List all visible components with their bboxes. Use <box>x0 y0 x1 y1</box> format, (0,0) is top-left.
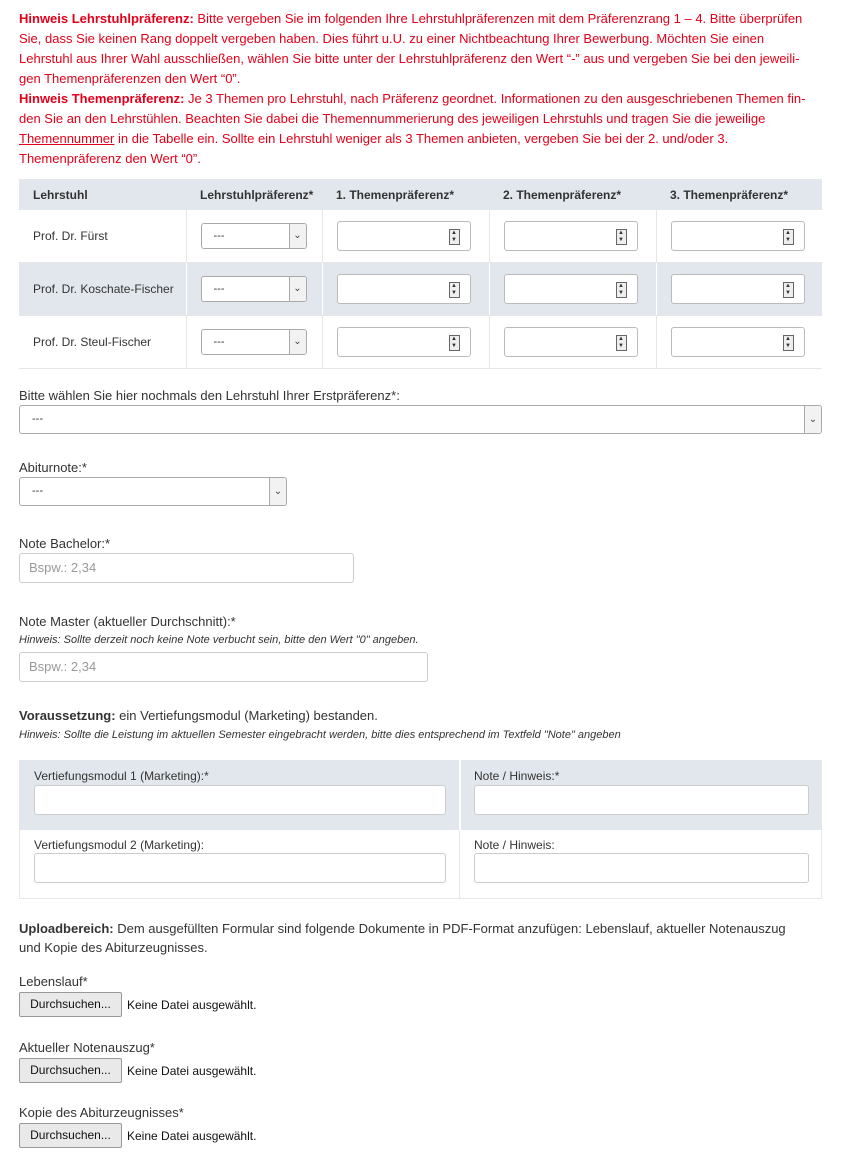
spinner-icon[interactable]: ▲ ▼ <box>616 282 627 298</box>
chevron-down-icon: ⌄ <box>289 330 306 354</box>
header-themenpraeferenz-1: 1. Themenpräferenz* <box>322 179 489 210</box>
thema-2-input[interactable] <box>504 274 638 304</box>
modul-2-input[interactable] <box>34 853 446 883</box>
abiturnote-label: Abiturnote:* <box>19 460 87 475</box>
header-lehrstuhlpraeferenz: Lehrstuhlpräferenz* <box>186 179 322 210</box>
abiturzeugnis-label: Kopie des Abiturzeugnisses* <box>19 1105 184 1120</box>
upload-title: Uploadbereich: <box>19 921 114 936</box>
spinner-icon[interactable]: ▲ ▼ <box>449 282 460 298</box>
master-hint: Hinweis: Sollte derzeit noch keine Note verbucht sein, bitte den Wert "0" angeben. <box>19 634 419 646</box>
modul-1-note-input[interactable] <box>474 785 809 815</box>
table-row <box>19 263 822 316</box>
module-table <box>19 760 822 899</box>
header-themenpraeferenz-2: 2. Themenpräferenz* <box>489 179 656 210</box>
modul-2-note-input[interactable] <box>474 853 809 883</box>
voraussetzung-hint: Hinweis: Sollte die Leistung im aktuellen Semester eingebracht werden, bitte dies entsprechend im Textfeld "Note" angeben <box>19 729 621 741</box>
table-row <box>19 210 822 263</box>
thema-1-input[interactable] <box>337 221 471 251</box>
thema-3-input[interactable] <box>671 274 805 304</box>
notenauszug-status: Keine Datei ausgewählt. <box>127 1064 257 1078</box>
bachelor-label: Note Bachelor:* <box>19 536 111 551</box>
spinner-icon[interactable]: ▲ ▼ <box>616 335 627 351</box>
erstpraeferenz-label: Bitte wählen Sie hier nochmals den Lehrstuhl Ihrer Erstpräferenz*: <box>19 388 400 403</box>
lehrstuhl-pref-select[interactable]: --- ⌄ <box>201 276 307 302</box>
erstpraeferenz-select[interactable]: --- ⌄ <box>19 405 822 434</box>
modul-1-input[interactable] <box>34 785 446 815</box>
chevron-down-icon: ⌄ <box>804 406 821 433</box>
chevron-down-icon: ⌄ <box>289 277 306 301</box>
spinner-icon[interactable]: ▲ ▼ <box>449 229 460 245</box>
header-themenpraeferenz-3: 3. Themenpräferenz* <box>656 179 822 210</box>
lehrstuhl-pref-select[interactable]: --- ⌄ <box>201 223 307 249</box>
lebenslauf-browse-button[interactable]: Durchsuchen... <box>19 992 122 1017</box>
lehrstuhl-note: Hinweis Lehrstuhlpräferenz: Bitte vergeben Sie im folgenden Ihre Lehrstuhlpräferenzen mit dem Präferenzrang 1 – 4. Bitte überprüfen Sie, dass Sie keinen Rang doppelt vergeben haben. Dies führt u.U. zu einer Nichtbeachtung Ihrer Bewerbung. Möchten Sie einen Lehrstuhl aus Ihrer Wahl ausschließen, wählen Sie bitte unter der Lehrstuhlpräferenz den Wert “-” aus und vergeben Sie bei den jeweili- gen Themenpräferenzen den Wert “0”. <box>19 11 803 86</box>
thema-3-input[interactable] <box>671 221 805 251</box>
notenauszug-browse-button[interactable]: Durchsuchen... <box>19 1058 122 1083</box>
table-header-row <box>19 179 822 210</box>
chevron-down-icon: ⌄ <box>289 224 306 248</box>
modul-2-note-label: Note / Hinweis: <box>474 838 555 852</box>
lehrstuhl-name: Prof. Dr. Koschate-Fischer <box>19 263 186 316</box>
chevron-down-icon: ⌄ <box>269 478 286 505</box>
preference-table <box>19 179 822 369</box>
voraussetzung-title: Voraussetzung: <box>19 708 116 723</box>
header-lehrstuhl: Lehrstuhl <box>19 179 186 210</box>
notenauszug-label: Aktueller Notenauszug* <box>19 1040 155 1055</box>
modul-1-note-label: Note / Hinweis:* <box>474 769 560 783</box>
lehrstuhl-name: Prof. Dr. Fürst <box>19 210 186 263</box>
abiturnote-select[interactable]: --- ⌄ <box>19 477 287 506</box>
thema-1-input[interactable] <box>337 274 471 304</box>
thema-note: Hinweis Themenpräferenz: Je 3 Themen pro Lehrstuhl, nach Präferenz geordnet. Informationen zu den ausgeschriebenen Themen fin- den Sie an den Lehrstühlen. Beachten Sie dabei die Themennummerierung des jeweiligen Lehrstuhls und tragen Sie die jeweilige Themennummer in die Tabelle ein. Sollte ein Lehrstuhl weniger als 3 Themen anbieten, vergeben Sie bei der 2. und/oder 3. Themenpräferenz den Wert “0”. <box>19 91 806 166</box>
spinner-icon[interactable]: ▲ ▼ <box>616 229 627 245</box>
themennummer-link[interactable]: Themennummer <box>19 131 115 146</box>
thema-1-input[interactable] <box>337 327 471 357</box>
thema-note-title: Hinweis Themenpräferenz: <box>19 91 185 106</box>
upload-description: Uploadbereich: Dem ausgefüllten Formular sind folgende Dokumente in PDF-Format anzufügen: Lebenslauf, aktueller Notenauszug und Kopie des Abiturzeugnisses. <box>19 921 786 955</box>
modul-1-label: Vertiefungsmodul 1 (Marketing):* <box>34 769 209 783</box>
spinner-icon[interactable]: ▲ ▼ <box>783 229 794 245</box>
master-label: Note Master (aktueller Durchschnitt):* <box>19 614 236 629</box>
modul-2-label: Vertiefungsmodul 2 (Marketing): <box>34 838 205 852</box>
lehrstuhl-pref-select[interactable]: --- ⌄ <box>201 329 307 355</box>
bachelor-input[interactable]: Bspw.: 2,34 <box>19 553 354 583</box>
instructions <box>19 9 824 169</box>
voraussetzung-text: Voraussetzung: ein Vertiefungsmodul (Marketing) bestanden. <box>19 708 378 723</box>
abiturzeugnis-status: Keine Datei ausgewählt. <box>127 1129 257 1143</box>
spinner-icon[interactable]: ▲ ▼ <box>449 335 460 351</box>
spinner-icon[interactable]: ▲ ▼ <box>783 282 794 298</box>
thema-2-input[interactable] <box>504 221 638 251</box>
thema-2-input[interactable] <box>504 327 638 357</box>
lebenslauf-status: Keine Datei ausgewählt. <box>127 998 257 1012</box>
thema-3-input[interactable] <box>671 327 805 357</box>
master-input[interactable]: Bspw.: 2,34 <box>19 652 428 682</box>
spinner-icon[interactable]: ▲ ▼ <box>783 335 794 351</box>
lehrstuhl-note-title: Hinweis Lehrstuhlpräferenz: <box>19 11 194 26</box>
lehrstuhl-name: Prof. Dr. Steul-Fischer <box>19 316 186 369</box>
abiturzeugnis-browse-button[interactable]: Durchsuchen... <box>19 1123 122 1148</box>
lebenslauf-label: Lebenslauf* <box>19 974 88 989</box>
table-row <box>19 316 822 369</box>
